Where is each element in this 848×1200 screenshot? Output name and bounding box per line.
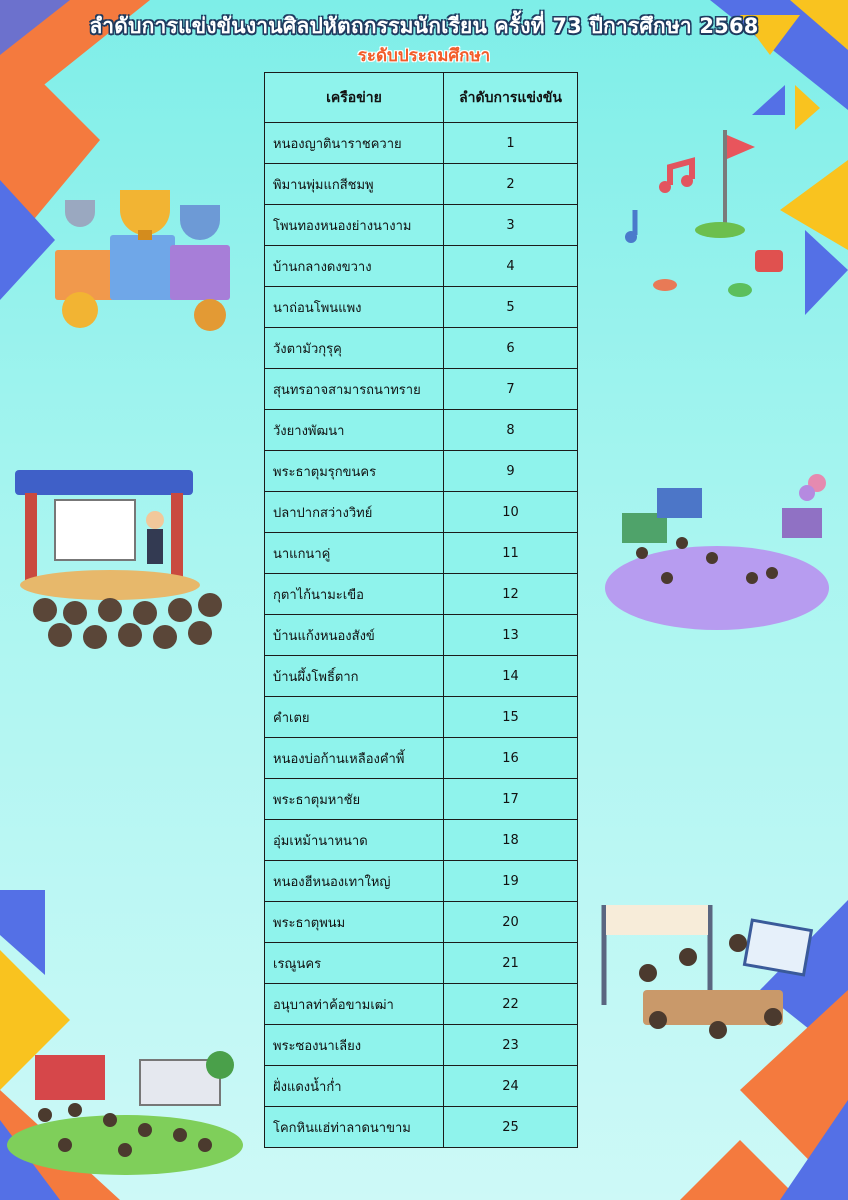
rank-cell: 19 xyxy=(444,861,578,902)
network-name-cell: เรณูนคร xyxy=(265,943,444,984)
ranking-table xyxy=(264,72,578,1148)
network-name-cell: บ้านผึ้งโพธิ์ตาก xyxy=(265,656,444,697)
network-name-cell: พิมานพุ่มแกสีชมพู xyxy=(265,164,444,205)
rank-cell: 2 xyxy=(444,164,578,205)
table-row xyxy=(265,1107,578,1148)
table-row xyxy=(265,246,578,287)
rank-cell: 15 xyxy=(444,697,578,738)
network-name-cell: กุตาไก้นามะเขือ xyxy=(265,574,444,615)
rank-cell: 10 xyxy=(444,492,578,533)
column-header-rank: ลำดับการแข่งขัน xyxy=(444,73,578,123)
table-row xyxy=(265,574,578,615)
table-row xyxy=(265,451,578,492)
exhibition-booths-illustration xyxy=(602,458,832,633)
table-row xyxy=(265,779,578,820)
rank-cell: 14 xyxy=(444,656,578,697)
network-name-cell: นาแกนาคู่ xyxy=(265,533,444,574)
rank-cell: 23 xyxy=(444,1025,578,1066)
rank-cell: 4 xyxy=(444,246,578,287)
network-name-cell: โพนทองหนองย่างนางาม xyxy=(265,205,444,246)
network-name-cell: พระซองนาเลียง xyxy=(265,1025,444,1066)
trophy-illustration xyxy=(50,175,240,340)
table-row xyxy=(265,697,578,738)
network-name-cell: พระธาตุพนม xyxy=(265,902,444,943)
network-name-cell: พระธาตุมหาชัย xyxy=(265,779,444,820)
network-name-cell: อุ่มเหม้านาหนาด xyxy=(265,820,444,861)
table-row xyxy=(265,820,578,861)
page-subtitle: ระดับประถมศึกษา xyxy=(357,46,491,66)
network-name-cell: หนองบ่อก้านเหลืองคำพี้ xyxy=(265,738,444,779)
rank-cell: 25 xyxy=(444,1107,578,1148)
network-name-cell: หนองญาตินาราชควาย xyxy=(265,123,444,164)
table-row xyxy=(265,1066,578,1107)
table-row xyxy=(265,328,578,369)
rank-cell: 5 xyxy=(444,287,578,328)
table-row xyxy=(265,615,578,656)
table-row xyxy=(265,410,578,451)
table-row xyxy=(265,164,578,205)
table-row xyxy=(265,984,578,1025)
network-name-cell: อนุบาลท่าค้อขามเฒ่า xyxy=(265,984,444,1025)
table-row xyxy=(265,943,578,984)
column-header-network: เครือข่าย xyxy=(265,73,444,123)
table-row xyxy=(265,902,578,943)
rank-cell: 9 xyxy=(444,451,578,492)
table-row xyxy=(265,861,578,902)
rank-cell: 20 xyxy=(444,902,578,943)
music-notes-illustration xyxy=(620,125,790,305)
table-row xyxy=(265,205,578,246)
table-row xyxy=(265,738,578,779)
rank-cell: 6 xyxy=(444,328,578,369)
outdoor-performance-illustration xyxy=(5,1045,245,1175)
network-name-cell: นาถ่อนโพนแพง xyxy=(265,287,444,328)
page-title: ลำดับการแข่งขันงานศิลปหัตถกรรมนักเรียน ครั้งที่ 73 ปีการศึกษา 2568 xyxy=(89,14,759,38)
rank-cell: 24 xyxy=(444,1066,578,1107)
table-row xyxy=(265,1025,578,1066)
rank-cell: 22 xyxy=(444,984,578,1025)
table-row xyxy=(265,287,578,328)
rank-cell: 3 xyxy=(444,205,578,246)
classroom-activity-illustration xyxy=(598,895,818,1070)
network-name-cell: บ้านแก้งหนองสังข์ xyxy=(265,615,444,656)
network-name-cell: ฝั่งแดงน้ำก่ำ xyxy=(265,1066,444,1107)
stage-presentation-illustration xyxy=(15,465,230,655)
rank-cell: 7 xyxy=(444,369,578,410)
rank-cell: 18 xyxy=(444,820,578,861)
network-name-cell: คำเตย xyxy=(265,697,444,738)
rank-cell: 11 xyxy=(444,533,578,574)
table-row xyxy=(265,533,578,574)
network-name-cell: โคกหินแฮ่ท่าลาดนาขาม xyxy=(265,1107,444,1148)
table-row xyxy=(265,492,578,533)
network-name-cell: สุนทรอาจสามารถนาทราย xyxy=(265,369,444,410)
rank-cell: 1 xyxy=(444,123,578,164)
network-name-cell: วังตามัวกุรุคุ xyxy=(265,328,444,369)
rank-cell: 17 xyxy=(444,779,578,820)
rank-cell: 12 xyxy=(444,574,578,615)
table-row xyxy=(265,123,578,164)
table-body xyxy=(265,123,578,1148)
network-name-cell: หนองฮีหนองเทาใหญ่ xyxy=(265,861,444,902)
network-name-cell: วังยางพัฒนา xyxy=(265,410,444,451)
network-name-cell: ปลาปากสว่างวิทย์ xyxy=(265,492,444,533)
table-header-row xyxy=(265,73,578,123)
rank-cell: 13 xyxy=(444,615,578,656)
network-name-cell: บ้านกลางดงขวาง xyxy=(265,246,444,287)
network-name-cell: พระธาตุมรุกขนคร xyxy=(265,451,444,492)
table-row xyxy=(265,656,578,697)
rank-cell: 8 xyxy=(444,410,578,451)
rank-cell: 21 xyxy=(444,943,578,984)
rank-cell: 16 xyxy=(444,738,578,779)
table-row xyxy=(265,369,578,410)
